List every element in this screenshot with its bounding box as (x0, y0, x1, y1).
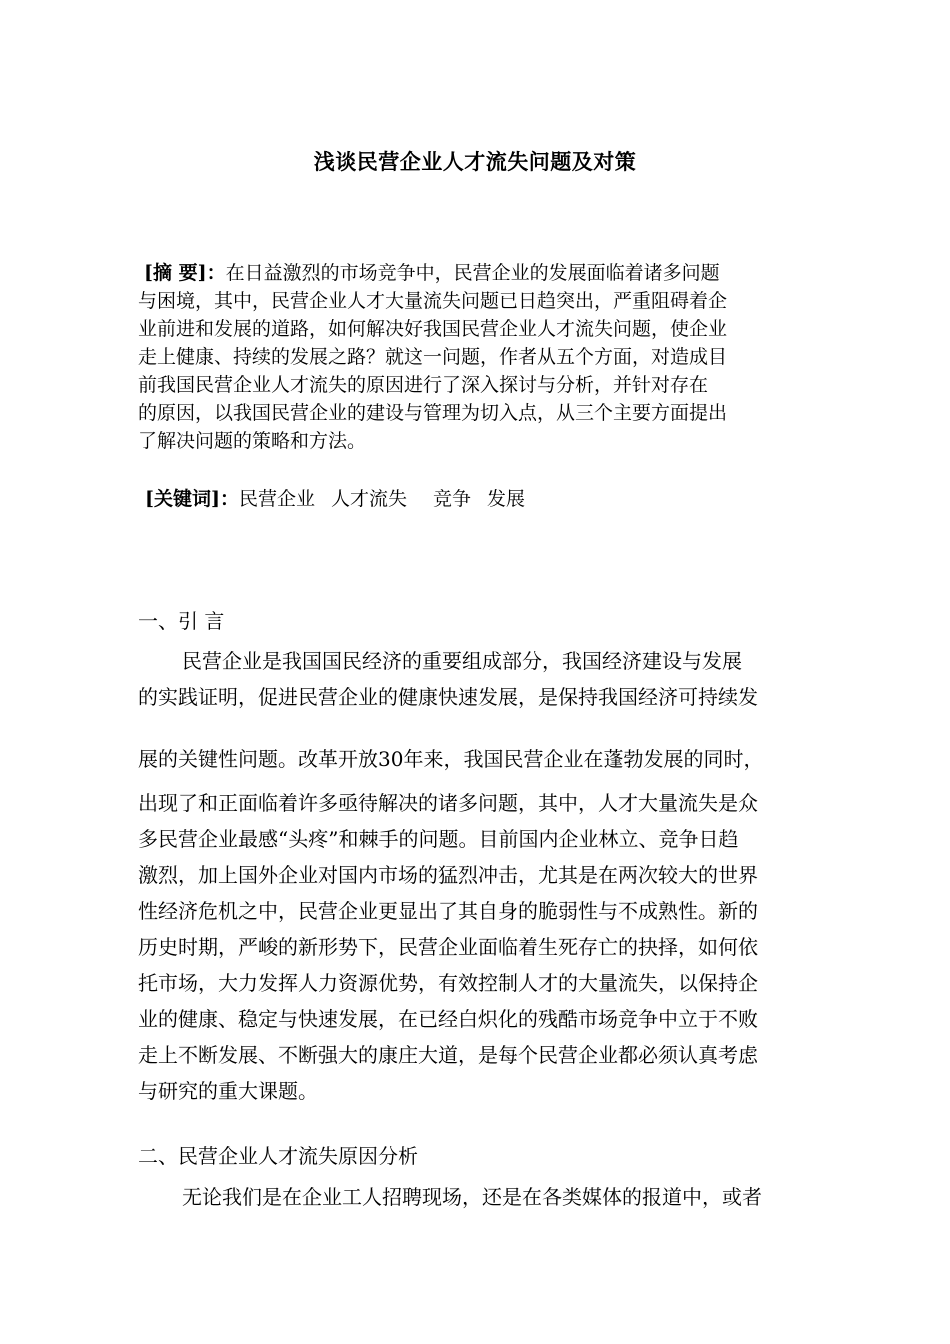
abstract-line: 业前进和发展的道路，如何解决好我国民营企业人才流失问题，使企业 (138, 318, 728, 340)
abstract-block (138, 259, 860, 455)
abstract-line: 了解决问题的策略和方法。 (138, 430, 367, 452)
paragraph-line: 与研究的重大课题。 (138, 1079, 318, 1103)
keyword: 竞争 (433, 488, 472, 510)
paragraph-cause-analysis (138, 1179, 860, 1215)
section-heading-cause-analysis: 二、民营企业人才流失原因分析 (138, 1144, 418, 1168)
abstract-text: 在日益激烈的市场竞争中，民营企业的发展面临着诸多问题 (225, 262, 720, 284)
paragraph-line: 业的健康、稳定与快速发展，在已经白炽化的残酷市场竞争中立于不败 (138, 1007, 758, 1031)
paragraph-line (138, 777, 860, 785)
paragraph-intro-part2 (138, 741, 860, 1109)
paragraph-line: 展的关键性问题。改革开放30年来，我国民营企业在蓬勃发展的同时， (138, 747, 764, 771)
abstract-line: 前我国民营企业人才流失的原因进行了深入探讨与分析，并针对存在 (138, 374, 709, 396)
paragraph-line: 走上不断发展、不断强大的康庄大道，是每个民营企业都必须认真考虑 (138, 1043, 758, 1067)
paragraph-line: 托市场，大力发挥人力资源优势，有效控制人才的大量流失，以保持企 (138, 971, 758, 995)
paragraph-line: 多民营企业最感“头疼”和棘手的问题。目前国内企业林立、竞争日趋 (138, 827, 739, 851)
paragraph-line: 历史时期，严峻的新形势下，民营企业面临着生死存亡的抉择，如何依 (138, 935, 758, 959)
abstract-label: [摘 要]： (144, 262, 226, 284)
paragraph-line: 无论我们是在企业工人招聘现场，还是在各类媒体的报道中，或者 (182, 1185, 762, 1209)
keywords-block (145, 485, 865, 513)
keyword: 民营企业 (238, 488, 315, 510)
paragraph-line: 出现了和正面临着许多亟待解决的诸多问题，其中，人才大量流失是众 (138, 791, 758, 815)
paragraph-intro-part1 (138, 643, 860, 715)
paragraph-line: 民营企业是我国国民经济的重要组成部分，我国经济建设与发展 (182, 649, 742, 673)
abstract-line (138, 259, 720, 287)
keywords-label: [关键词]： (145, 488, 239, 510)
abstract-line: 与困境，其中，民营企业人才大量流失问题已日趋突出，严重阻碍着企 (138, 290, 728, 312)
keyword: 发展 (487, 488, 526, 510)
paragraph-line: 激烈，加上国外企业对国内市场的猛烈冲击，尤其是在两次较大的世界 (138, 863, 758, 887)
abstract-line: 的原因，以我国民营企业的建设与管理为切入点，从三个主要方面提出 (138, 402, 728, 424)
abstract-line: 走上健康、持续的发展之路？就这一问题，作者从五个方面，对造成目 (138, 346, 728, 368)
keyword: 人才流失 (331, 488, 408, 510)
section-heading-introduction: 一、引 言 (138, 609, 225, 633)
paragraph-line: 性经济危机之中，民营企业更显出了其自身的脆弱性与不成熟性。新的 (138, 899, 758, 923)
document-title: 浅谈民营企业人才流失问题及对策 (313, 150, 637, 174)
paragraph-line: 的实践证明，促进民营企业的健康快速发展，是保持我国经济可持续发 (138, 685, 758, 709)
